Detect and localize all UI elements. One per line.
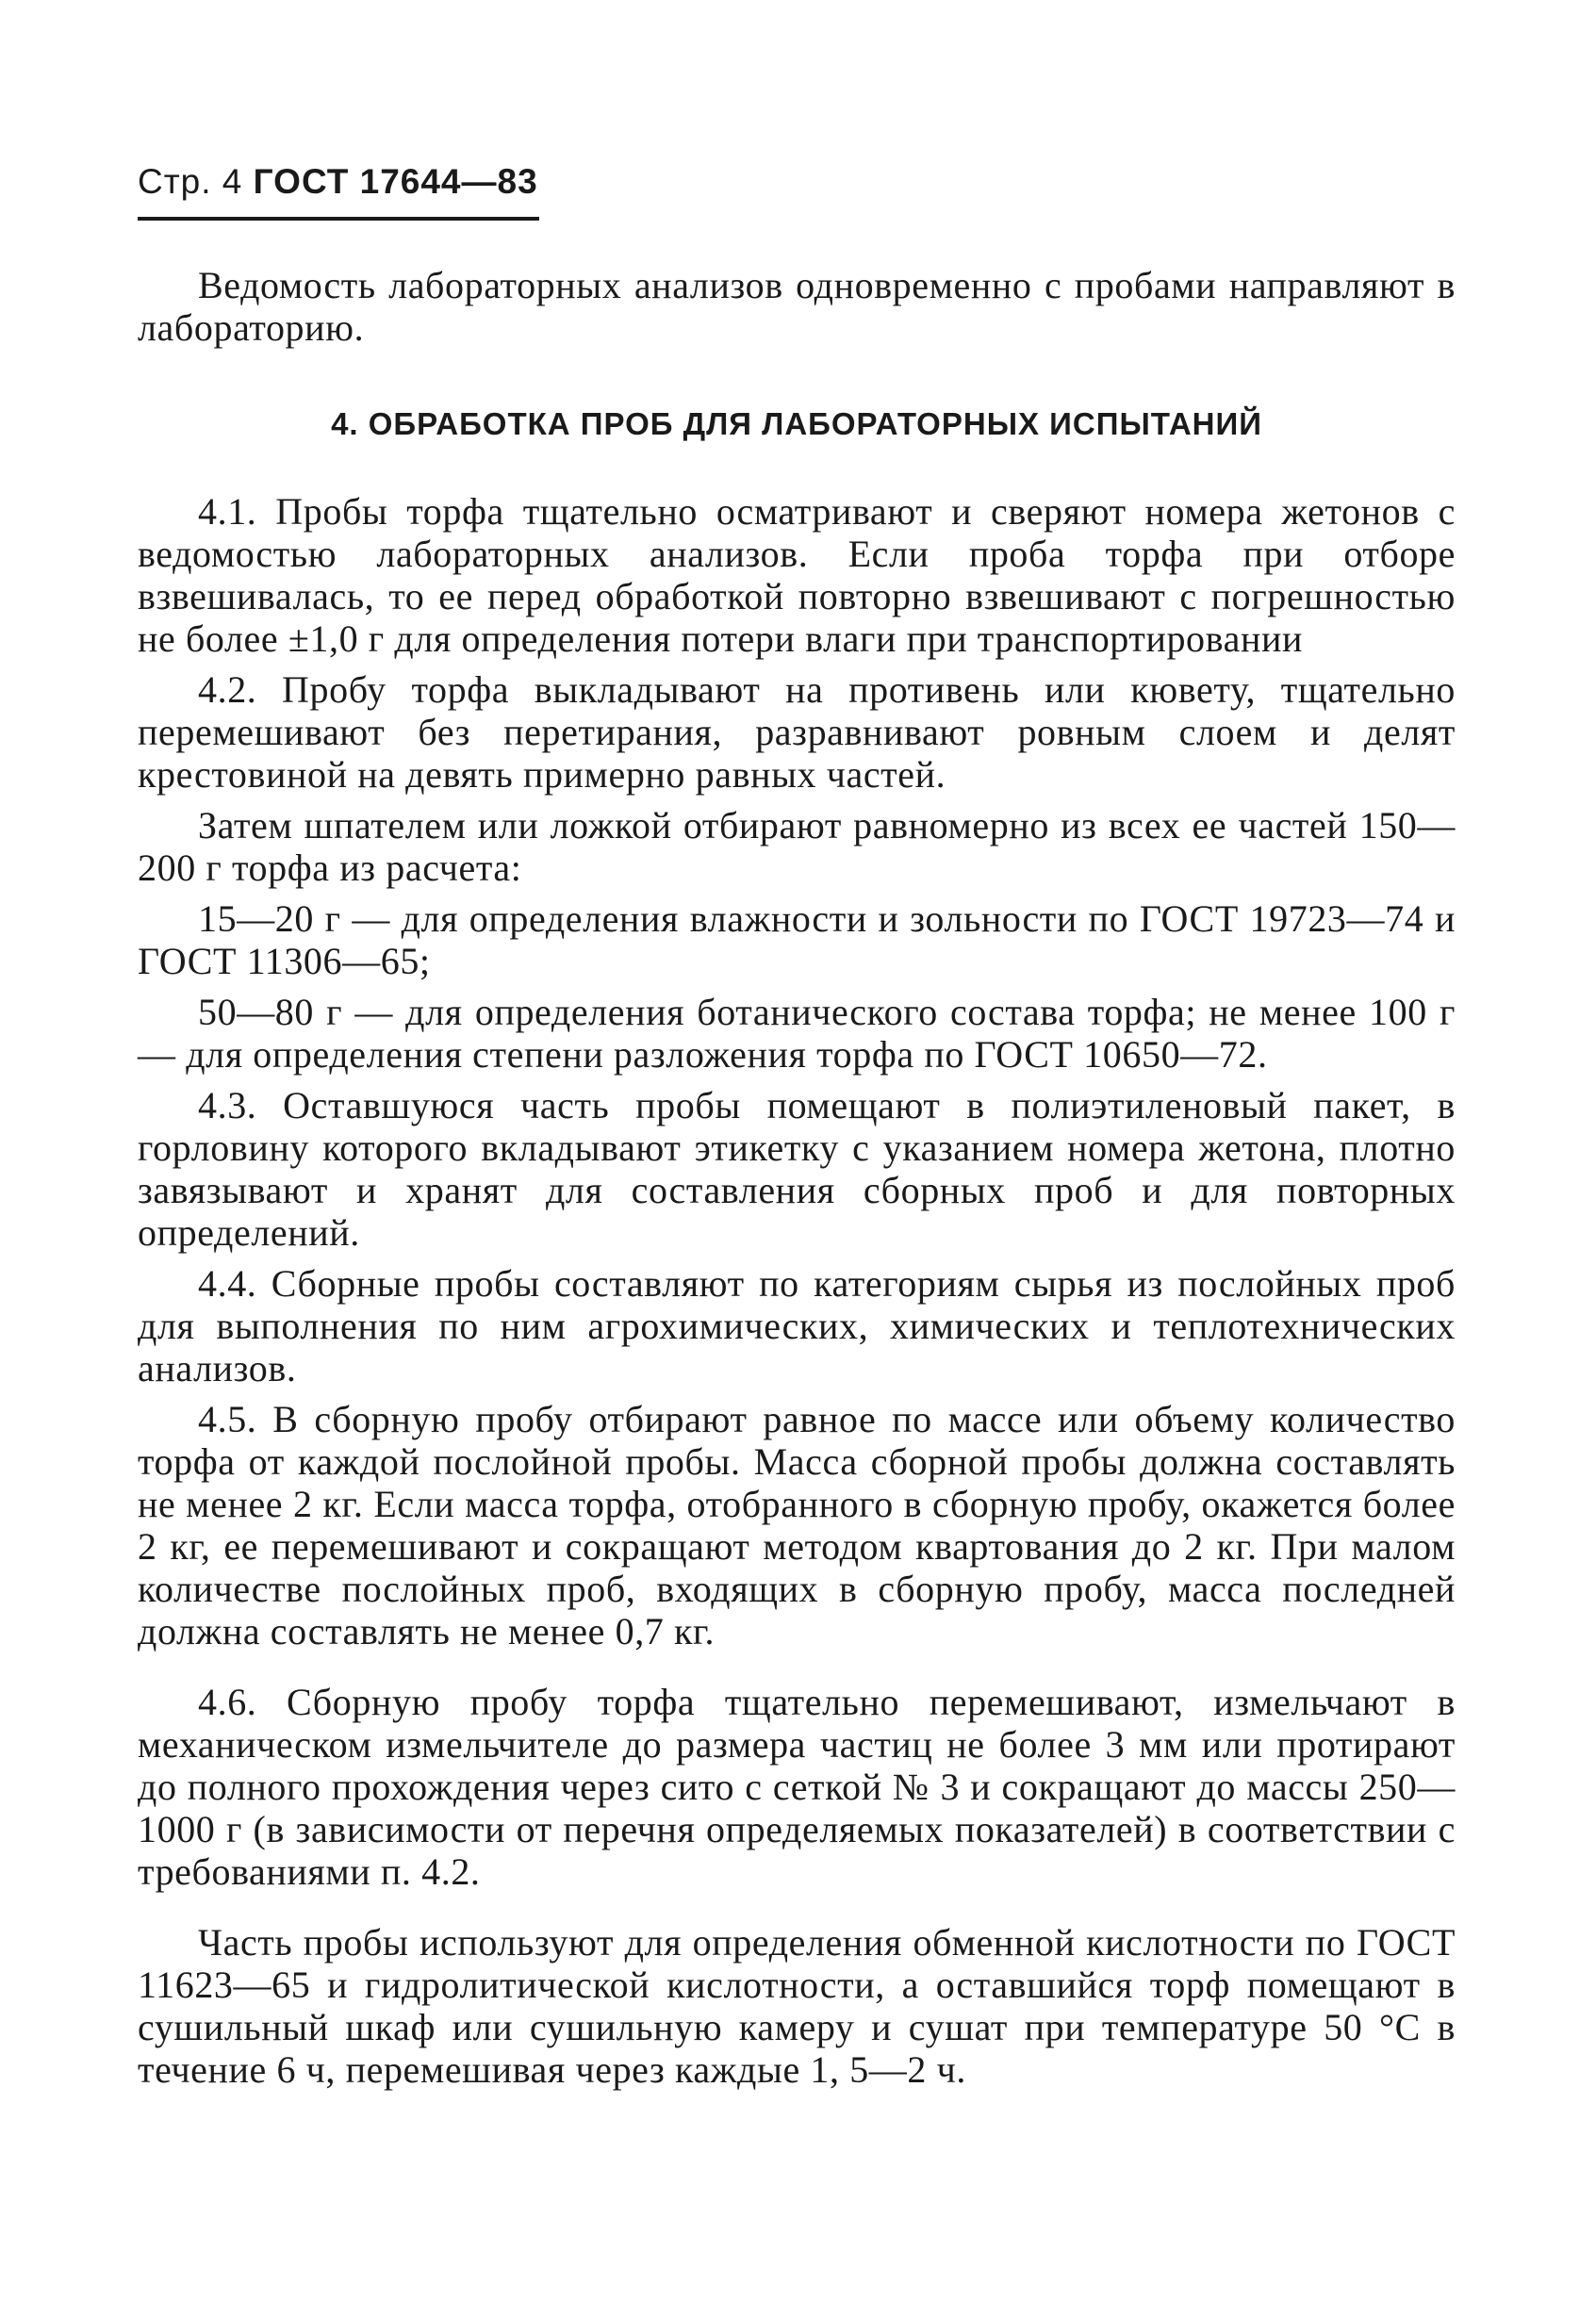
clause-4-6-continued: Часть пробы используют для определения обменной кислотности по ГОСТ 11623—65 и гидролитической кислотности, а оставшийся торф помещают в сушильный шкаф или сушильную камеру и сушат при температуре 50 °С в течение 6 ч, перемешивая через каждые 1, 5—2 ч. — [138, 1921, 1456, 2091]
page-number-label: Стр. 4 — [138, 162, 243, 201]
clause-4-2-continued: Затем шпателем или ложкой отбирают равномерно из всех ее частей 150—200 г торфа из расчета: — [138, 804, 1456, 889]
header-rule — [138, 217, 539, 221]
section-title: 4. ОБРАБОТКА ПРОБ ДЛЯ ЛАБОРАТОРНЫХ ИСПЫТАНИЙ — [331, 406, 1262, 441]
clause-4-5: 4.5. В сборную пробу отбирают равное по массе или объему количество торфа от каждой послойной пробы. Масса сборной пробы должна составлять не менее 2 кг. Если масса торфа, отобранного в сборную пробу, окажется более 2 кг, ее перемешивают и сокращают методом квартования до 2 кг. При малом количестве послойных проб, входящих в сборную пробу, масса последней должна составлять не менее 0,7 кг. — [138, 1398, 1456, 1652]
document-body — [138, 264, 1456, 2091]
list-item-moisture: 15—20 г — для определения влажности и зольности по ГОСТ 19723—74 и ГОСТ 11306—65; — [138, 897, 1456, 982]
clause-4-4: 4.4. Сборные пробы составляют по категориям сырья из послойных проб для выполнения по ним агрохимических, химических и теплотехнических анализов. — [138, 1262, 1456, 1389]
clause-4-6: 4.6. Сборную пробу торфа тщательно перемешивают, измельчают в механическом измельчителе до размера частиц не более 3 мм или протирают до полного прохождения через сито с сеткой № 3 и сокращают до массы 250—1000 г (в зависимости от перечня определяемых показателей) в соответствии с требованиями п. 4.2. — [138, 1681, 1456, 1893]
intro-paragraph: Ведомость лабораторных анализов одновременно с пробами направляют в лабораторию. — [138, 264, 1456, 349]
clause-4-1: 4.1. Пробы торфа тщательно осматривают и сверяют номера жетонов с ведомостью лабораторных анализов. Если проба торфа при отборе взвешивалась, то ее перед обработкой повторно взвешивают с погрешностью не более ±1,0 г для определения потери влаги при транспортировании — [138, 490, 1456, 660]
standard-number: ГОСТ 17644—83 — [253, 162, 538, 201]
list-item-botanical: 50—80 г — для определения ботанического состава торфа; не менее 100 г — для определения степени разложения торфа по ГОСТ 10650—72. — [138, 991, 1456, 1076]
page-header — [138, 162, 538, 202]
clause-4-3: 4.3. Оставшуюся часть пробы помещают в полиэтиленовый пакет, в горловину которого вкладывают этикетку с указанием номера жетона, плотно завязывают и хранят для составления сборных проб и для повторных определений. — [138, 1084, 1456, 1254]
clause-4-2: 4.2. Пробу торфа выкладывают на противень или кювету, тщательно перемешивают без перетирания, разравнивают ровным слоем и делят крестовиной на девять примерно равных частей. — [138, 668, 1456, 796]
